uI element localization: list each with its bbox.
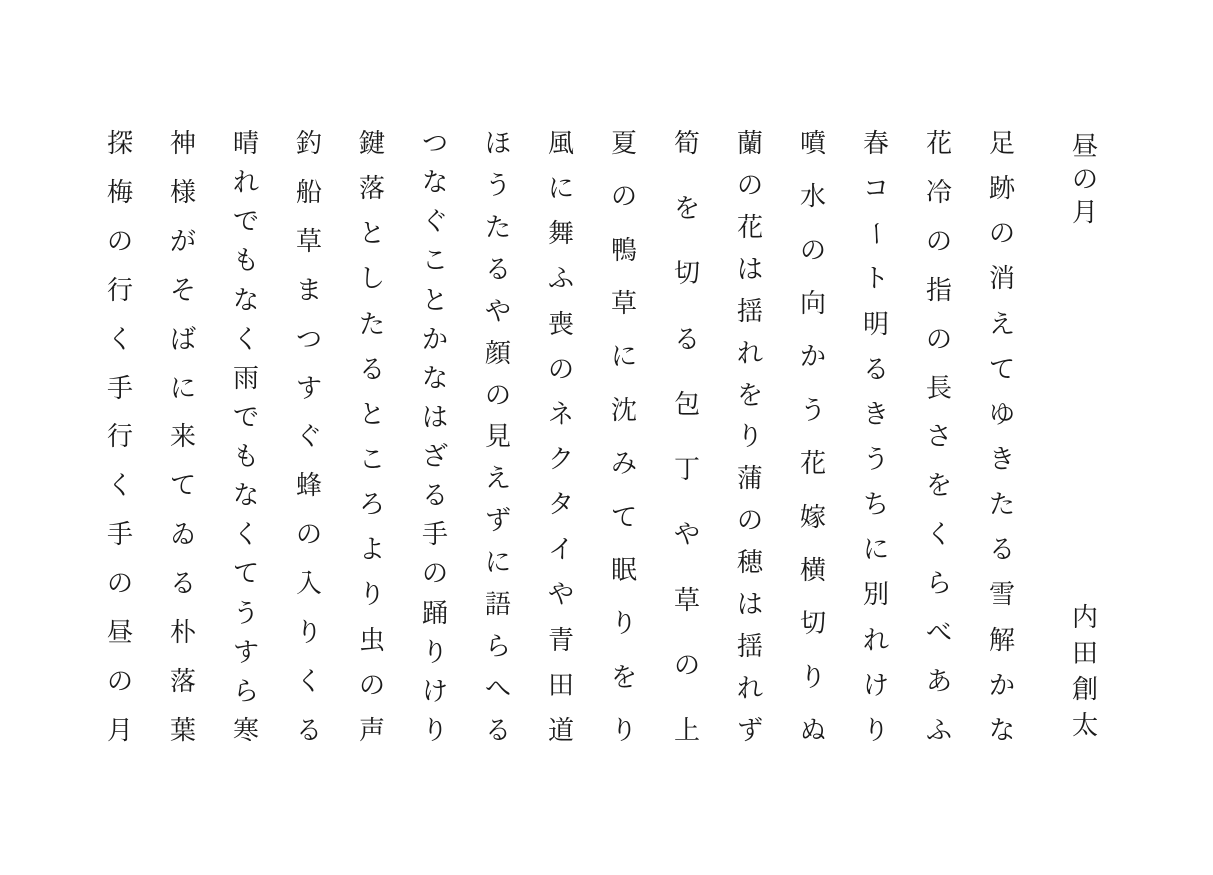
glyph: ず — [484, 506, 511, 536]
glyph: 落 — [169, 666, 196, 696]
poem-column-10 — [421, 130, 449, 744]
poem-column-12 — [295, 130, 323, 744]
poem-column-6 — [673, 130, 701, 744]
page-title — [1071, 130, 1099, 229]
glyph: み — [610, 449, 637, 479]
poem-column-2 — [925, 130, 953, 744]
glyph: 冷 — [925, 177, 952, 207]
glyph: 舞 — [547, 219, 574, 249]
glyph: ク — [547, 444, 574, 474]
glyph: る — [988, 535, 1015, 565]
glyph: 釣 — [295, 129, 322, 158]
glyph: と — [358, 399, 385, 429]
glyph: な — [421, 363, 448, 393]
glyph: く — [925, 520, 952, 550]
glyph: し — [358, 264, 385, 294]
poem-column-1 — [988, 130, 1016, 744]
glyph: て — [169, 471, 196, 501]
glyph: り — [610, 715, 637, 745]
poem-column-9 — [484, 130, 512, 744]
poem-column-14 — [169, 130, 197, 744]
glyph: ち — [862, 490, 889, 520]
glyph: ろ — [358, 490, 385, 520]
glyph: 解 — [988, 625, 1015, 655]
glyph: は — [736, 254, 763, 284]
glyph: る — [862, 354, 889, 384]
glyph: 青 — [547, 625, 574, 655]
glyph: タ — [547, 490, 574, 520]
glyph: 入 — [295, 569, 322, 599]
glyph: ふ — [547, 264, 574, 294]
glyph: 朴 — [169, 618, 196, 648]
glyph: 雪 — [988, 580, 1015, 610]
glyph: ト — [862, 264, 889, 294]
glyph: 落 — [358, 174, 385, 204]
glyph: ば — [169, 324, 196, 354]
glyph: く — [295, 666, 322, 696]
glyph: 虫 — [358, 625, 385, 655]
glyph: な — [421, 168, 448, 198]
glyph: て — [988, 354, 1015, 384]
glyph: 切 — [673, 259, 700, 289]
glyph: を — [925, 471, 952, 501]
glyph: イ — [547, 535, 574, 565]
glyph: を — [610, 662, 637, 692]
glyph: り — [610, 609, 637, 639]
glyph: ら — [232, 676, 259, 706]
glyph: ぬ — [799, 715, 826, 745]
glyph: を — [673, 194, 700, 224]
glyph: ぐ — [421, 207, 448, 237]
glyph: 水 — [799, 182, 826, 212]
glyph: ー — [861, 220, 891, 247]
glyph: を — [736, 380, 763, 410]
glyph: 晴 — [232, 129, 259, 158]
glyph: 行 — [106, 422, 133, 452]
glyph: で — [232, 207, 259, 237]
glyph: な — [988, 715, 1015, 745]
glyph: け — [421, 676, 448, 706]
glyph: つ — [295, 324, 322, 354]
glyph: く — [232, 520, 259, 550]
glyph: ゆ — [988, 399, 1015, 429]
glyph: の — [988, 219, 1015, 249]
glyph: ま — [295, 275, 322, 305]
glyph: さ — [925, 422, 952, 452]
title-author-column — [1071, 130, 1099, 744]
glyph: は — [421, 402, 448, 432]
glyph: の — [610, 182, 637, 212]
poem-column-7 — [610, 130, 638, 744]
glyph: べ — [925, 618, 952, 648]
glyph: る — [484, 715, 511, 745]
glyph: 手 — [106, 373, 133, 403]
glyph: え — [988, 309, 1015, 339]
glyph: う — [484, 170, 511, 200]
poem-column-15 — [106, 130, 134, 744]
glyph: 嫁 — [799, 502, 826, 532]
glyph: の — [925, 226, 952, 256]
glyph: 花 — [799, 449, 826, 479]
glyph: コ — [862, 174, 889, 204]
glyph: ぐ — [295, 422, 322, 452]
glyph: れ — [736, 338, 763, 368]
glyph: る — [295, 715, 322, 745]
glyph: 太 — [1071, 711, 1098, 740]
glyph: 喪 — [547, 309, 574, 339]
glyph: く — [106, 471, 133, 501]
glyph: る — [484, 254, 511, 284]
glyph: 消 — [988, 264, 1015, 294]
glyph: す — [295, 373, 322, 403]
glyph: つ — [421, 129, 448, 158]
poem-column-5 — [736, 130, 764, 744]
glyph: ネ — [547, 399, 574, 429]
glyph: ら — [925, 569, 952, 599]
glyph: 風 — [547, 129, 574, 158]
glyph: の — [106, 666, 133, 696]
glyph: り — [736, 422, 763, 452]
glyph: の — [547, 354, 574, 384]
glyph: に — [610, 342, 637, 372]
glyph: 田 — [547, 670, 574, 700]
glyph: 語 — [484, 590, 511, 620]
glyph: 月 — [106, 715, 133, 745]
glyph: 沈 — [610, 395, 637, 425]
glyph: 足 — [988, 129, 1015, 158]
glyph: 跡 — [988, 174, 1015, 204]
glyph: へ — [484, 673, 511, 703]
glyph: や — [547, 580, 574, 610]
glyph: 寒 — [232, 715, 259, 745]
glyph: す — [232, 637, 259, 667]
glyph: た — [484, 212, 511, 242]
glyph: の — [295, 520, 322, 550]
glyph: に — [547, 174, 574, 204]
glyph: 鴨 — [610, 235, 637, 265]
glyph: も — [232, 246, 259, 276]
glyph: 切 — [799, 609, 826, 639]
poem-columns — [106, 130, 1099, 744]
glyph: か — [988, 670, 1015, 700]
glyph: 声 — [358, 715, 385, 745]
glyph: 内 — [1071, 603, 1098, 632]
glyph: の — [421, 559, 448, 589]
glyph: た — [358, 309, 385, 339]
glyph: 花 — [736, 212, 763, 242]
glyph: る — [358, 354, 385, 384]
glyph: 草 — [610, 289, 637, 319]
glyph: 向 — [799, 289, 826, 319]
glyph: と — [421, 285, 448, 315]
glyph: と — [358, 219, 385, 249]
glyph: や — [484, 296, 511, 326]
glyph: に — [169, 373, 196, 403]
glyph: 丁 — [673, 455, 700, 485]
glyph: 蜂 — [295, 471, 322, 501]
glyph: は — [736, 590, 763, 620]
glyph: く — [232, 324, 259, 354]
glyph: や — [673, 520, 700, 550]
glyph: に — [862, 535, 889, 565]
glyph: 別 — [862, 580, 889, 610]
glyph: 包 — [673, 389, 700, 419]
glyph: 手 — [106, 520, 133, 550]
glyph: の — [106, 226, 133, 256]
glyph: え — [484, 464, 511, 494]
glyph: も — [232, 442, 259, 471]
glyph: の — [358, 670, 385, 700]
glyph: の — [106, 569, 133, 599]
glyph: 見 — [484, 422, 511, 452]
glyph: り — [862, 715, 889, 745]
glyph: ふ — [925, 715, 952, 745]
glyph: の — [484, 380, 511, 410]
glyph: 鍵 — [358, 129, 385, 158]
glyph: ら — [484, 632, 511, 662]
author-name — [1071, 600, 1099, 744]
glyph: の — [673, 650, 700, 680]
glyph: 創 — [1071, 675, 1098, 704]
glyph: う — [862, 444, 889, 474]
glyph: 踊 — [421, 598, 448, 628]
glyph: な — [232, 285, 259, 315]
glyph: 月 — [1071, 198, 1098, 227]
glyph: ず — [736, 715, 763, 745]
glyph: 来 — [169, 422, 196, 452]
glyph: の — [736, 506, 763, 536]
glyph: う — [799, 395, 826, 425]
poem-column-13 — [232, 130, 260, 744]
glyph: き — [988, 444, 1015, 474]
glyph: 様 — [169, 177, 196, 207]
glyph: 筍 — [673, 129, 700, 158]
glyph: 揺 — [736, 632, 763, 662]
glyph: の — [925, 324, 952, 354]
glyph: 明 — [862, 309, 889, 339]
glyph: て — [232, 559, 259, 589]
glyph: 神 — [169, 129, 196, 158]
glyph: 蒲 — [736, 464, 763, 494]
glyph: そ — [169, 275, 196, 305]
glyph: る — [673, 324, 700, 354]
glyph: 上 — [673, 715, 700, 745]
glyph: 昼 — [1071, 132, 1098, 161]
glyph: り — [295, 618, 322, 648]
glyph: ざ — [421, 442, 448, 471]
glyph: ゐ — [169, 520, 196, 550]
poem-column-11 — [358, 130, 386, 744]
poem-column-8 — [547, 130, 575, 744]
glyph: の — [1071, 165, 1098, 194]
glyph: れ — [232, 168, 259, 198]
glyph: 眠 — [610, 555, 637, 585]
glyph: 手 — [421, 520, 448, 550]
glyph: こ — [421, 246, 448, 276]
glyph: 春 — [862, 129, 889, 158]
glyph: の — [799, 235, 826, 265]
glyph: れ — [736, 673, 763, 703]
glyph: 探 — [106, 129, 133, 158]
glyph: る — [421, 481, 448, 511]
glyph: 穂 — [736, 548, 763, 578]
glyph: よ — [358, 535, 385, 565]
glyph: た — [988, 490, 1015, 520]
glyph: 長 — [925, 373, 952, 403]
glyph: 行 — [106, 275, 133, 305]
glyph: 葉 — [169, 715, 196, 745]
glyph: か — [421, 324, 448, 354]
glyph: 昼 — [106, 618, 133, 648]
glyph: 揺 — [736, 296, 763, 326]
glyph: う — [232, 598, 259, 628]
glyph: 船 — [295, 177, 322, 207]
glyph: り — [421, 715, 448, 745]
glyph: り — [421, 637, 448, 667]
glyph: く — [106, 324, 133, 354]
glyph: 蘭 — [736, 129, 763, 158]
glyph: 顔 — [484, 338, 511, 368]
glyph: て — [610, 502, 637, 532]
glyph: で — [232, 402, 259, 432]
glyph: る — [169, 569, 196, 599]
glyph: り — [799, 662, 826, 692]
glyph: き — [862, 399, 889, 429]
glyph: 田 — [1071, 639, 1098, 668]
glyph: に — [484, 548, 511, 578]
glyph: 花 — [925, 129, 952, 158]
glyph: あ — [925, 666, 952, 696]
glyph: 横 — [799, 555, 826, 585]
poem-column-4 — [799, 130, 827, 744]
glyph: 梅 — [106, 177, 133, 207]
glyph: り — [358, 580, 385, 610]
glyph: こ — [358, 444, 385, 474]
glyph: け — [862, 670, 889, 700]
glyph: 道 — [547, 715, 574, 745]
glyph: か — [799, 342, 826, 372]
glyph: が — [169, 226, 196, 256]
glyph: 草 — [295, 226, 322, 256]
glyph: な — [232, 481, 259, 511]
glyph: 噴 — [799, 129, 826, 158]
glyph: ほ — [484, 129, 511, 158]
glyph: 夏 — [610, 129, 637, 158]
glyph: 草 — [673, 585, 700, 615]
glyph: 雨 — [232, 363, 259, 393]
poem-column-3 — [862, 130, 890, 744]
glyph: れ — [862, 625, 889, 655]
glyph: 指 — [925, 275, 952, 305]
glyph: の — [736, 170, 763, 200]
